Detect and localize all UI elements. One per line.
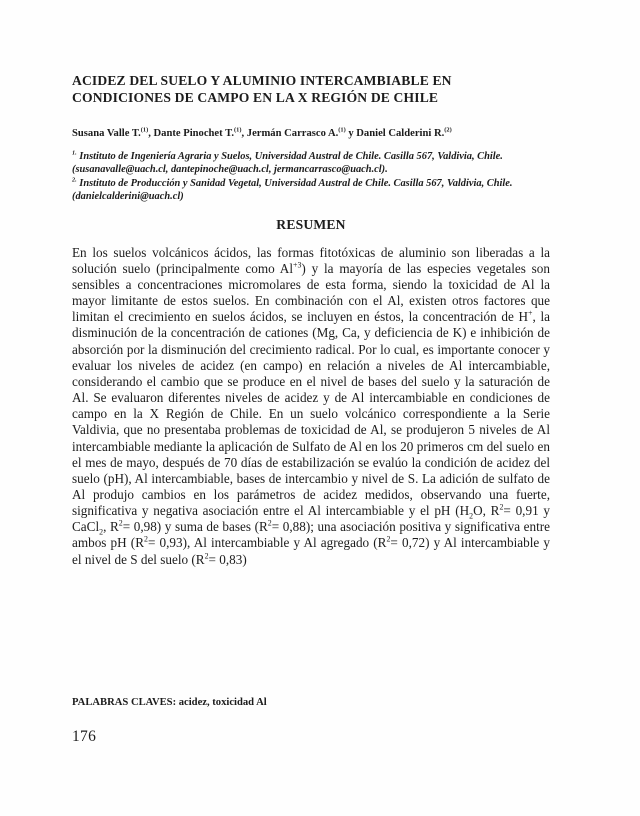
- abstract-heading: RESUMEN: [276, 216, 346, 232]
- affiliations-block: [72, 150, 550, 204]
- keywords-line: PALABRAS CLAVES: acidez, toxicidad Al: [72, 697, 267, 708]
- paper-title-line-2: CONDICIONES DE CAMPO EN LA X REGIÓN DE CHILE: [72, 90, 439, 105]
- affiliation-1: $^{1.}$ Instituto de Ingeniería Agraria y Suelos, Universidad Austral de Chile. Casilla 567, Valdivia, Chile. (susanavalle@uach.cl, dantepinoche@uach.cl, jermancarrasco@uach.cl).: [72, 149, 503, 176]
- paper-title: [72, 72, 550, 106]
- page-number: 176: [72, 728, 97, 745]
- abstract-paragraph: En los suelos volcánicos ácidos, las formas fitotóxicas de aluminio son liberadas a la solución suelo (principalmente como $Al^{+3}$) y la mayoría de las especies vegetales son sensibles a concentraciones micromolares de esta forma, siendo la toxicidad de Al la mayor limitante de estos suelos. En combinación con el Al, existen otros factores que limitan el crecimiento en suelos ácidos, se incluyen en éstos, la concentración de H+, la disminución de la concentración de cationes (Mg, Ca, y deficiencia de K) e inhibición de absorción por la disminución del crecimiento radical. Por lo cual, es importante conocer y evaluar los niveles de acidez (en campo) en relación a niveles de Al intercambiable, considerando el cambio que se produce en el nivel de bases del suelo y la saturación de Al. Se evaluaron diferentes niveles de acidez y de Al intercambiable en condiciones de campo en la X Región de Chile. En un suelo volcánico correspondiente a la Serie Valdivia, que no presentaba problemas de toxicidad de Al, se produjeron 5 niveles de Al intercambiable mediante la aplicación de Sulfato de Al en los 20 primeros cm del suelo en el mes de mayo, después de 70 días de estabilización se evalúo la condición de acidez del suelo (pH), Al intercambiable, bases de intercambio y nivel de S. La adición de sulfato de Al produjo cambios en los parámetros de acidez medidos, observando una fuerte, significativa y negativa asociación entre el Al intercambiable y el pH ($H_2O$, $R^2= 0,91$ y CaCl$_2$, $R^2= 0,98$) y suma de bases $(R^2= 0,88)$; una asociación positiva y significativa entre ambos pH $(R^2= 0,93)$, Al intercambiable y Al agregado $(R^2= 0,72)$ y Al intercambiable y el nivel de S del suelo $(R^2= 0,83)$: [72, 244, 551, 567]
- paper-title-line-1: ACIDEZ DEL SUELO Y ALUMINIO INTERCAMBIABLE EN: [72, 73, 452, 88]
- affiliation-2: $^{2.}$ Instituto de Producción y Sanidad Vegetal, Universidad Austral de Chile. Casilla 567, Valdivia, Chile. (danielcalderini@uach.cl): [72, 176, 513, 203]
- author-line: Susana Valle T.$^{(1)}$, Dante Pinochet T.$^{(1)}$, Jermán Carrasco A.$^{(1)}$ y Daniel Calderini R.$^{(2)}$: [72, 126, 452, 139]
